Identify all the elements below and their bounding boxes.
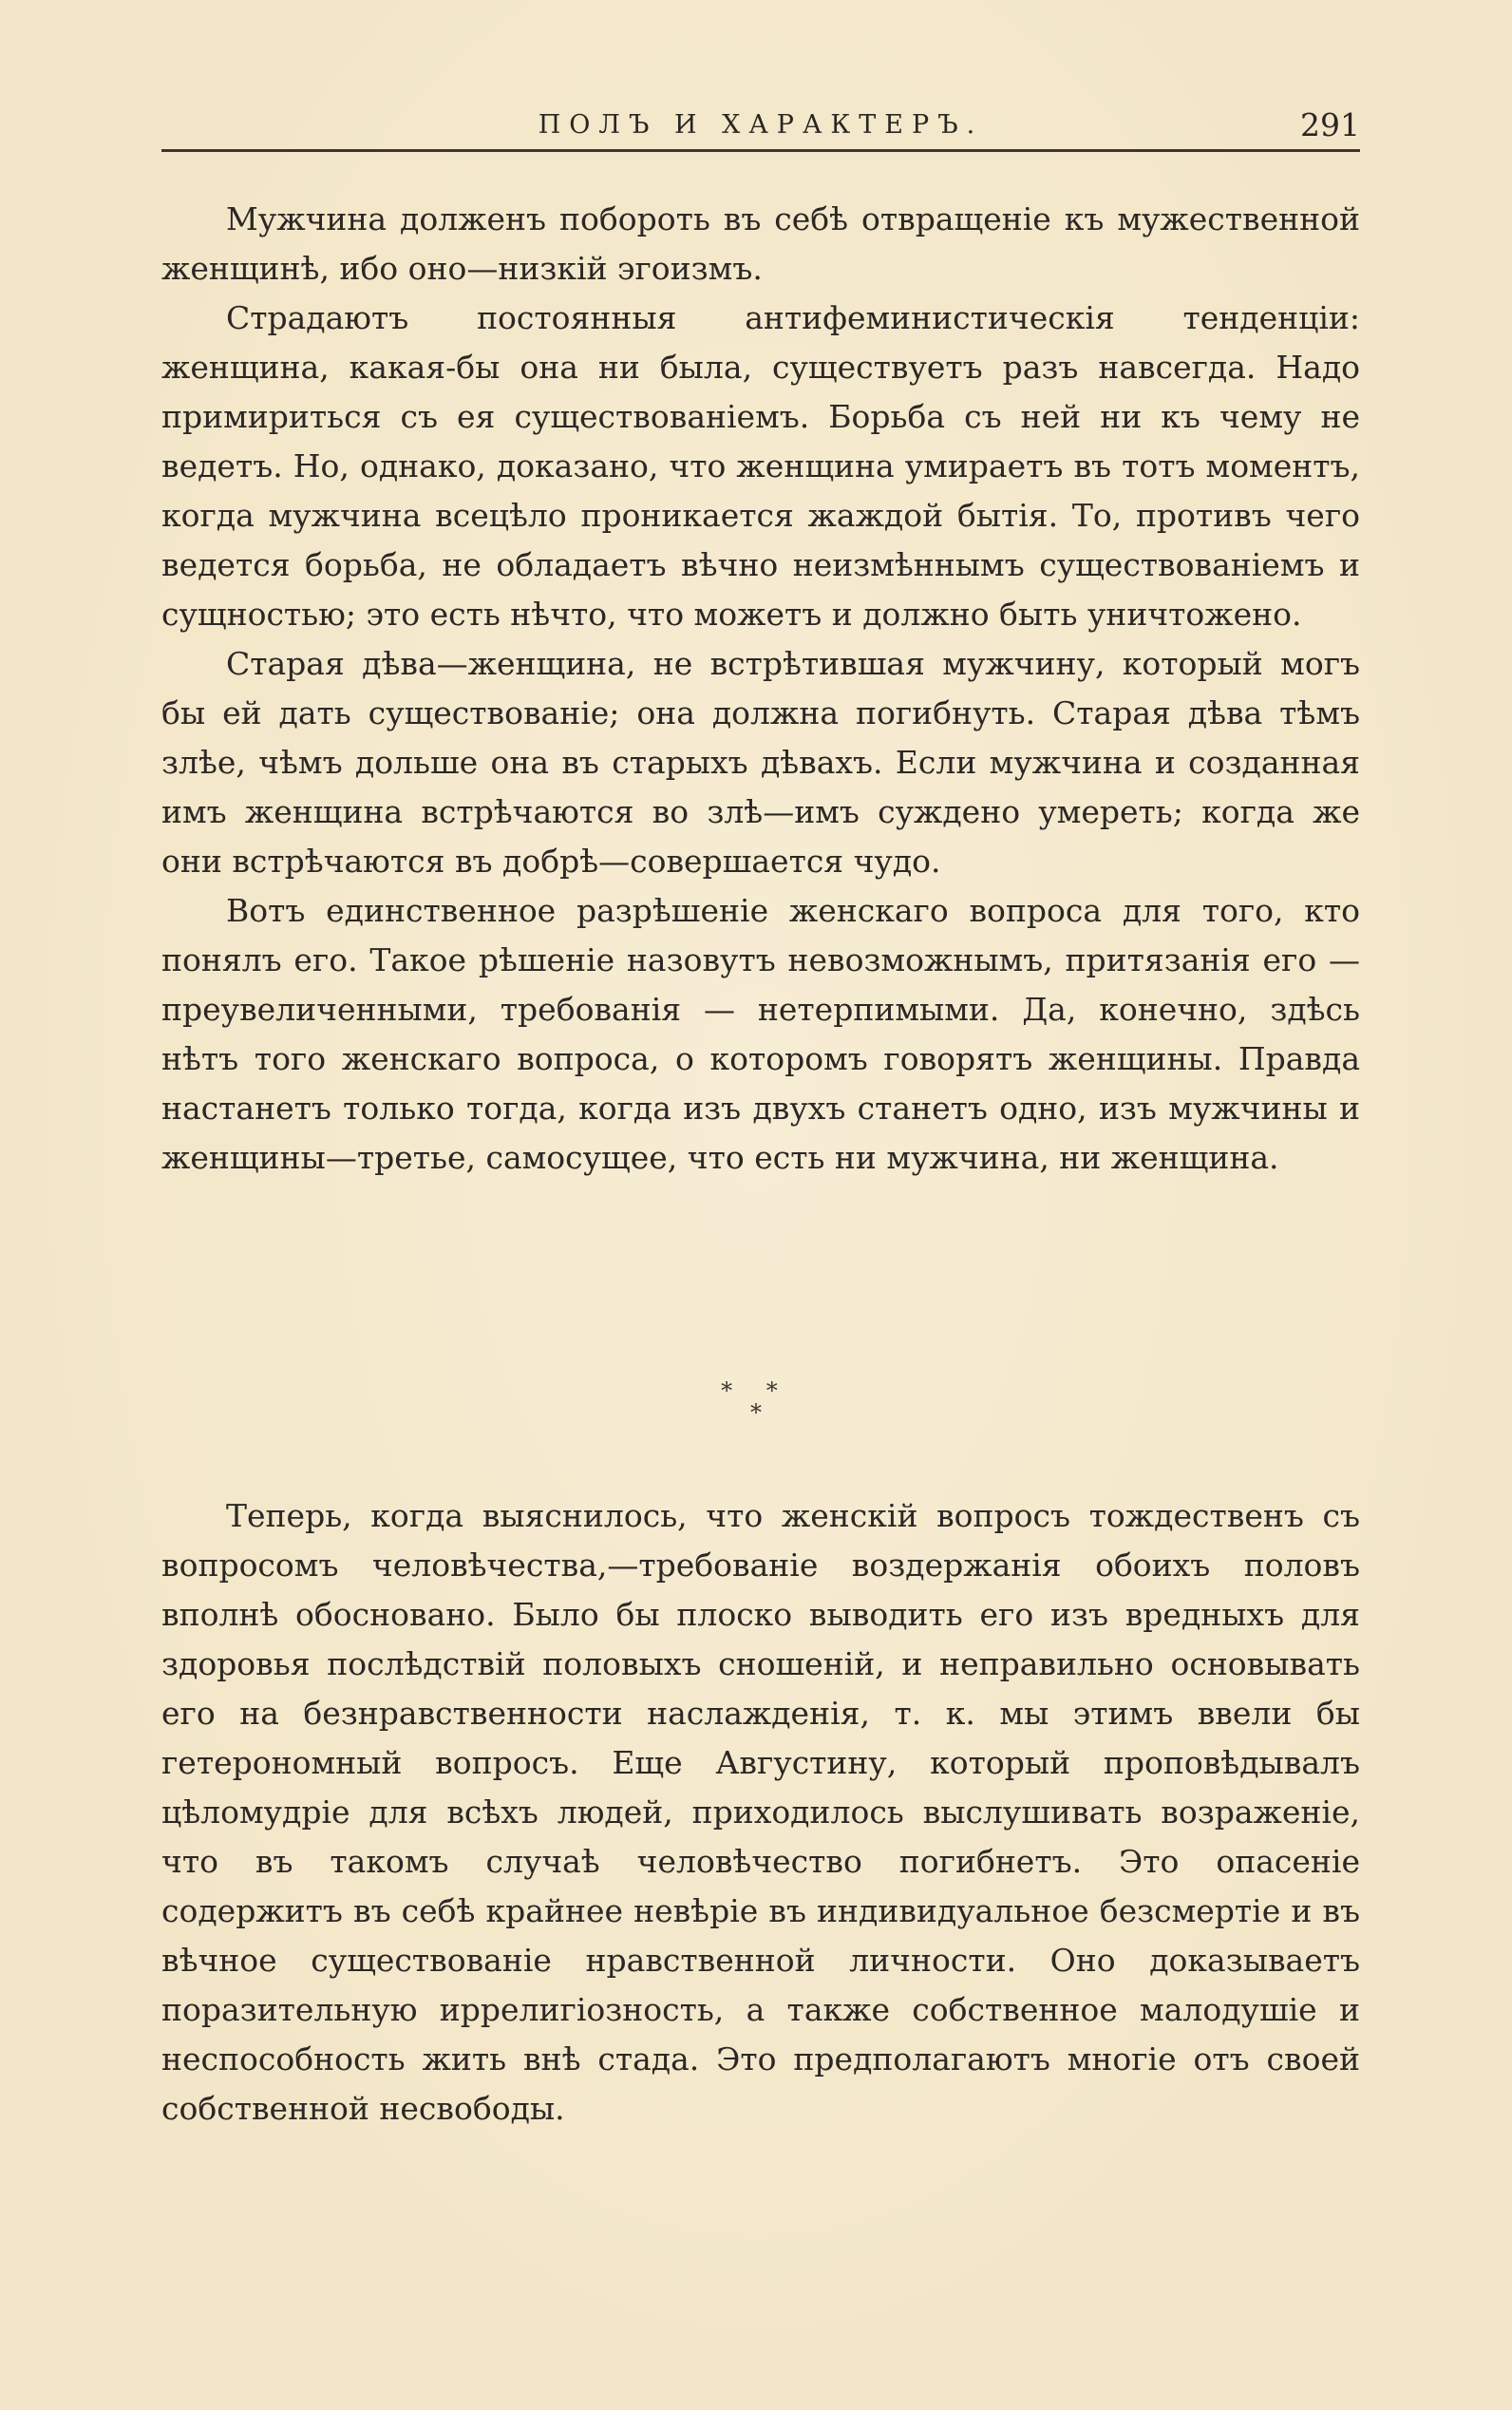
paragraph: Старая дѣва—женщина, не встрѣтившая мужчину, который могъ бы ей дать существованіе; она должна погибнуть. Старая дѣва тѣмъ злѣе, чѣмъ дольше она въ старыхъ дѣвахъ. Если мужчина и созданная имъ женщина встрѣчаются во злѣ—имъ суждено умереть; когда же они встрѣчаются въ добрѣ—совершается чудо.	[161, 645, 1360, 880]
page-number: 291	[1300, 106, 1360, 143]
section-divider	[0, 1379, 1512, 1436]
body-text-top	[161, 195, 1360, 1183]
divider-asterisk-bottom: *	[750, 1399, 762, 1426]
paragraph: Страдаютъ постоянныя антифеминистическія тенденціи: женщина, какая-бы она ни была, существуетъ разъ навсегда. Надо примириться съ ея существованіемъ. Борьба съ ней ни къ чему не ведетъ. Но, однако, доказано, что женщина умираетъ въ тотъ моментъ, когда мужчина всецѣло проникается жаждой бытія. То, противъ чего ведется борьба, не обладаетъ вѣчно неизмѣннымъ существованіемъ и сущностью; это есть нѣчто, что можетъ и должно быть уничтожено.	[161, 299, 1360, 633]
paragraph: Теперь, когда выяснилось, что женскій вопросъ тождественъ съ вопросомъ человѣчества,—требованіе воздержанія обоихъ половъ вполнѣ обосновано. Было бы плоско выводить его изъ вредныхъ для здоровья послѣдствій половыхъ сношеній, и неправильно основывать его на безнравственности наслажденія, т. к. мы этимъ ввели бы гетерономный вопросъ. Еще Августину, который проповѣдывалъ цѣломудріе для всѣхъ людей, приходилось выслушивать возраженіе, что въ такомъ случаѣ человѣчество погибнетъ. Это опасеніе содержитъ въ себѣ крайнее невѣріе въ индивидуальное безсмертіе и въ вѣчное существованіе нравственной личности. Оно доказываетъ поразительную иррелигіозность, а также собственное малодушіе и неспособность жить внѣ стада. Это предполагаютъ многіе отъ своей собственной несвободы.	[161, 1497, 1360, 2127]
running-head	[161, 106, 1360, 148]
paragraph: Мужчина долженъ побороть въ себѣ отвращеніе къ мужественной женщинѣ, ибо оно—низкій эгоизмъ.	[161, 200, 1360, 287]
paragraph: Вотъ единственное разрѣшеніе женскаго вопроса для того, кто понялъ его. Такое рѣшеніе назовутъ невозможнымъ, притязанія его — преувеличенными, требованія — нетерпимыми. Да, конечно, здѣсь нѣтъ того женскаго вопроса, о которомъ говорятъ женщины. Правда настанетъ только тогда, когда изъ двухъ станетъ одно, изъ мужчины и женщины—третье, самосущее, что есть ни мужчина, ни женщина.	[161, 892, 1360, 1176]
running-head-title: ПОЛЪ И ХАРАКТЕРЪ.	[538, 110, 984, 140]
body-text-bottom	[161, 1491, 1360, 2134]
header-rule	[161, 149, 1360, 152]
divider-asterisks-top: * *	[721, 1377, 791, 1404]
